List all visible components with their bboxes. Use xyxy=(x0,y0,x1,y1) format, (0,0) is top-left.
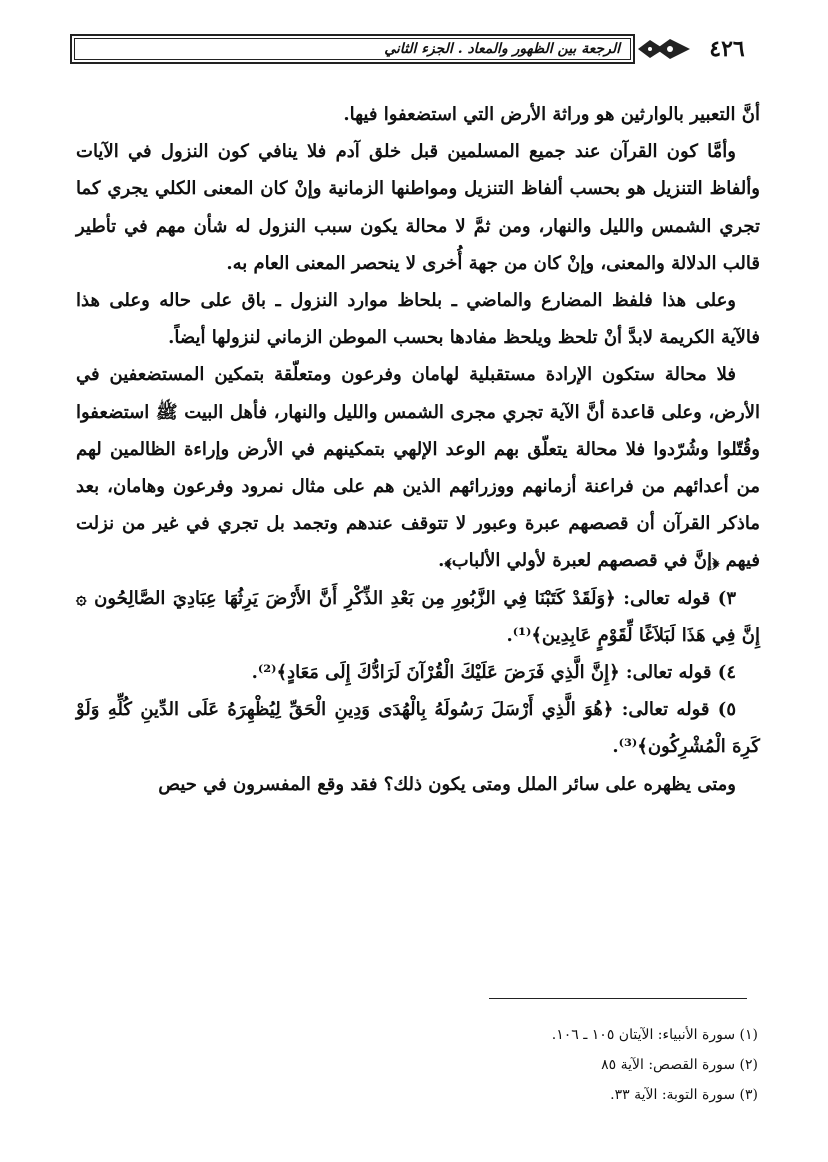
paragraph: أنَّ التعبير بالوارثين هو وراثة الأرض التي استضعفوا فيها. xyxy=(343,104,760,125)
paragraph: وعلى هذا فلفظ المضارع والماضي ـ بلحاظ موارد النزول ـ باق على حاله وعلى هذا فالآية الكريمة لابدَّ أنْ تلحظ ويلحظ مفادها بحسب الموطن الزماني لنزولها أيضاً. xyxy=(76,290,760,349)
footnote: (٣) سورة التوبة: الآية ٣٣. xyxy=(610,1087,758,1103)
running-title: الرجعة بين الظهور والمعاد . الجزء الثاني xyxy=(384,41,620,57)
verse-item: ٥) قوله تعالى: ﴿هُوَ الَّذِي أَرْسَلَ رَسُولَهُ بِالْهُدَى وَدِينِ الْحَقِّ لِيُظْهِرَهُ عَلَى الدِّينِ كُلِّهِ وَلَوْ كَرِهَ الْمُشْرِكُون﴾⁽³⁾. xyxy=(76,699,760,758)
paragraph: ومتى يظهره على سائر الملل ومتى يكون ذلك؟ فقد وقع المفسرون في حيص xyxy=(158,773,736,795)
footnote: (٢) سورة القصص: الآية ٨٥ xyxy=(601,1057,758,1073)
footnote: (١) سورة الأنبياء: الآيتان ١٠٥ ـ ١٠٦. xyxy=(551,1027,758,1043)
paragraph: وأمَّا كون القرآن عند جميع المسلمين قبل خلق آدم فلا ينافي كون النزول في الآيات وألفاظ التنزيل هو بحسب ألفاظ التنزيل ومواطنها الزمانية وإنْ كان المعنى الكلي يجري كما تجري الشمس والليل والنهار، ومن ثمَّ لا محالة يكون سبب النزول له شأن مهم في تأطير قالب الدلالة والمعنى، وإنْ كان من جهة أُخرى لا ينحصر المعنى العام به. xyxy=(76,141,760,274)
verse-item: ٤) قوله تعالى: ﴿إِنَّ الَّذِي فَرَضَ عَلَيْكَ الْقُرْآنَ لَرَادُّكَ إِلَى مَعَادٍ﴾⁽²⁾. xyxy=(251,662,736,684)
ornament-icon xyxy=(636,36,692,62)
running-header xyxy=(70,32,760,68)
footnote-separator xyxy=(489,998,747,999)
paragraph: فلا محالة ستكون الإرادة مستقبلية لهامان وفرعون ومتعلّقة بتمكين المستضعفين في الأرض، وعلى قاعدة أنَّ الآية تجري مجرى الشمس والليل والنهار، فأهل البيت ﷺ استضعفوا وقُتّلوا وشُرّدوا فلا محالة يتعلّق بهم الوعد الإلهي بتمكينهم في الأرض وإراءة الظالمين لهم من أعدائهم من فراعنة أزمانهم ووزرائهم الذين هم على مثال نمرود وفرعون وهامان، بعد ماذكر القرآن أن قصصهم عبرة وعبور لا تتوقف عندهم وتجمد بل تجري في غير من نزلت فيهم ﴿إنَّ في قصصهم لعبرة لأولي الألباب﴾. xyxy=(76,364,760,572)
footnotes xyxy=(76,1020,760,1110)
verse-item: ٣) قوله تعالى: ﴿وَلَقَدْ كَتَبْنَا فِي الزَّبُورِ مِن بَعْدِ الذِّكْرِ أَنَّ الأَرْضَ يَرِثُهَا عِبَادِيَ الصَّالِحُون ۞ إِنَّ فِي هَذَا لَبَلاَغًا لِّقَوْمٍ عَابِدِين﴾⁽¹⁾. xyxy=(76,587,760,646)
page-number: ٤٢٦ xyxy=(709,36,745,62)
body-text xyxy=(76,96,760,803)
